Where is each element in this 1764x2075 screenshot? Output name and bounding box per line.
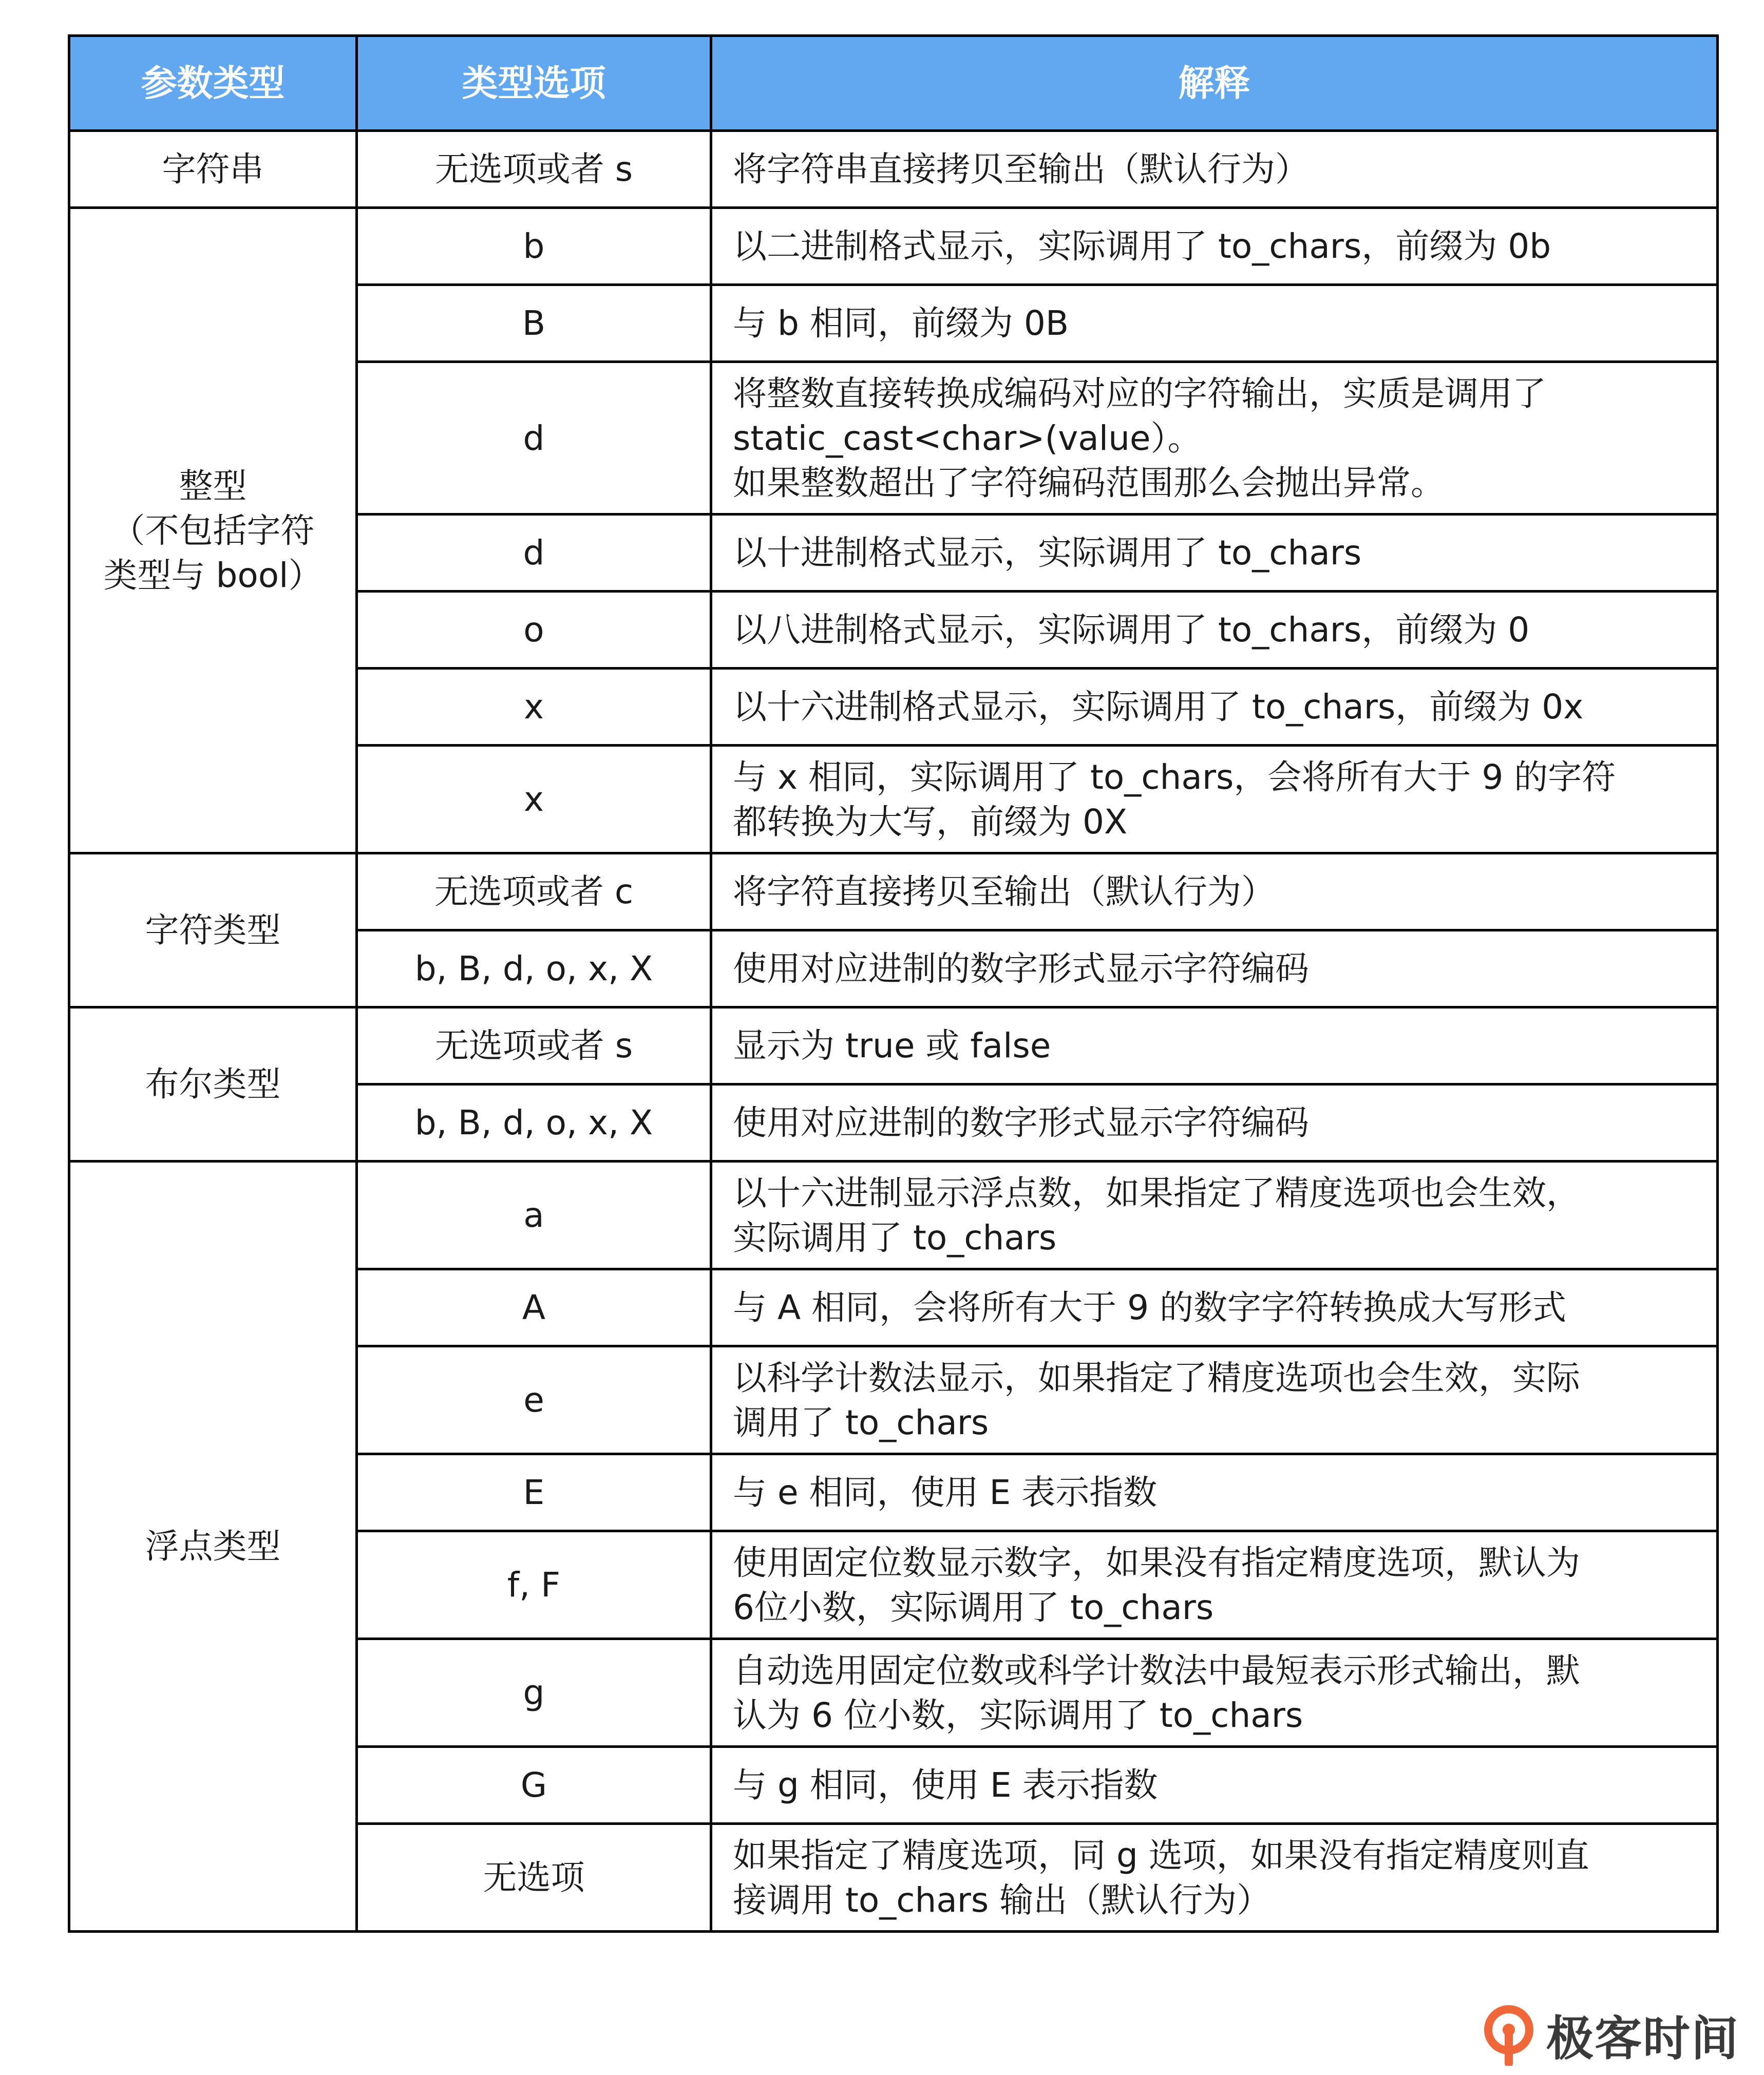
type-option-cell: x: [357, 669, 711, 746]
header-param-type: 参数类型: [69, 36, 357, 131]
type-option-cell: b, B, d, o, x, X: [357, 1084, 711, 1162]
type-option-cell: d: [357, 362, 711, 515]
explanation-cell: 使用固定位数显示数字，如果没有指定精度选项，默认为 6位小数，实际调用了 to_chars: [711, 1531, 1718, 1639]
explanation-cell: 与 b 相同，前缀为 0B: [711, 285, 1718, 362]
type-option-cell: x: [357, 746, 711, 853]
type-option-cell: e: [357, 1346, 711, 1454]
explanation-cell: 将字符串直接拷贝至输出（默认行为）: [711, 131, 1718, 208]
header-type-option: 类型选项: [357, 36, 711, 131]
format-spec-table: [68, 34, 1719, 1933]
geektime-logo-text: 极客时间: [1546, 2011, 1739, 2066]
type-option-cell: d: [357, 515, 711, 592]
explanation-cell: 将字符直接拷贝至输出（默认行为）: [711, 853, 1718, 930]
type-option-cell: E: [357, 1454, 711, 1531]
type-option-cell: a: [357, 1162, 711, 1269]
explanation-cell: 将整数直接转换成编码对应的字符输出，实质是调用了 static_cast<char>(value）。 如果整数超出了字符编码范围那么会抛出异常。: [711, 362, 1718, 515]
explanation-cell: 与 A 相同，会将所有大于 9 的数字字符转换成大写形式: [711, 1269, 1718, 1346]
type-option-cell: 无选项: [357, 1824, 711, 1932]
table-header-row: [69, 36, 1718, 131]
type-option-cell: b: [357, 208, 711, 285]
type-option-cell: f, F: [357, 1531, 711, 1639]
table-row: [69, 853, 1718, 930]
explanation-cell: 以科学计数法显示，如果指定了精度选项也会生效，实际 调用了 to_chars: [711, 1346, 1718, 1454]
type-option-cell: 无选项或者 s: [357, 131, 711, 208]
type-option-cell: 无选项或者 c: [357, 853, 711, 930]
type-option-cell: G: [357, 1747, 711, 1824]
table-row: [69, 1162, 1718, 1269]
type-option-cell: g: [357, 1639, 711, 1747]
table-row: [69, 1007, 1718, 1084]
table-row: [69, 208, 1718, 285]
table-row: [69, 131, 1718, 208]
header-explanation: 解释: [711, 36, 1718, 131]
explanation-cell: 以十六进制显示浮点数，如果指定了精度选项也会生效， 实际调用了 to_chars: [711, 1162, 1718, 1269]
param-type-cell: 浮点类型: [69, 1162, 357, 1932]
type-option-cell: B: [357, 285, 711, 362]
type-option-cell: b, B, d, o, x, X: [357, 930, 711, 1007]
geektime-logo: [1481, 2001, 1739, 2069]
explanation-cell: 与 e 相同，使用 E 表示指数: [711, 1454, 1718, 1531]
explanation-cell: 如果指定了精度选项，同 g 选项，如果没有指定精度则直 接调用 to_chars 输出（默认行为）: [711, 1824, 1718, 1932]
explanation-cell: 以二进制格式显示，实际调用了 to_chars，前缀为 0b: [711, 208, 1718, 285]
type-option-cell: A: [357, 1269, 711, 1346]
explanation-cell: 与 x 相同，实际调用了 to_chars，会将所有大于 9 的字符 都转换为大写，前缀为 0X: [711, 746, 1718, 853]
geektime-logo-icon: [1481, 2004, 1537, 2066]
table-body: [69, 131, 1718, 1932]
explanation-cell: 使用对应进制的数字形式显示字符编码: [711, 930, 1718, 1007]
explanation-cell: 与 g 相同，使用 E 表示指数: [711, 1747, 1718, 1824]
type-option-cell: o: [357, 592, 711, 669]
explanation-cell: 以十六进制格式显示，实际调用了 to_chars，前缀为 0x: [711, 669, 1718, 746]
explanation-cell: 使用对应进制的数字形式显示字符编码: [711, 1084, 1718, 1162]
param-type-cell: 布尔类型: [69, 1007, 357, 1162]
type-option-cell: 无选项或者 s: [357, 1007, 711, 1084]
explanation-cell: 以十进制格式显示，实际调用了 to_chars: [711, 515, 1718, 592]
explanation-cell: 以八进制格式显示，实际调用了 to_chars，前缀为 0: [711, 592, 1718, 669]
explanation-cell: 显示为 true 或 false: [711, 1007, 1718, 1084]
param-type-cell: 字符串: [69, 131, 357, 208]
param-type-cell: 整型 （不包括字符 类型与 bool）: [69, 208, 357, 853]
param-type-cell: 字符类型: [69, 853, 357, 1007]
explanation-cell: 自动选用固定位数或科学计数法中最短表示形式输出，默 认为 6 位小数，实际调用了 to_chars: [711, 1639, 1718, 1747]
